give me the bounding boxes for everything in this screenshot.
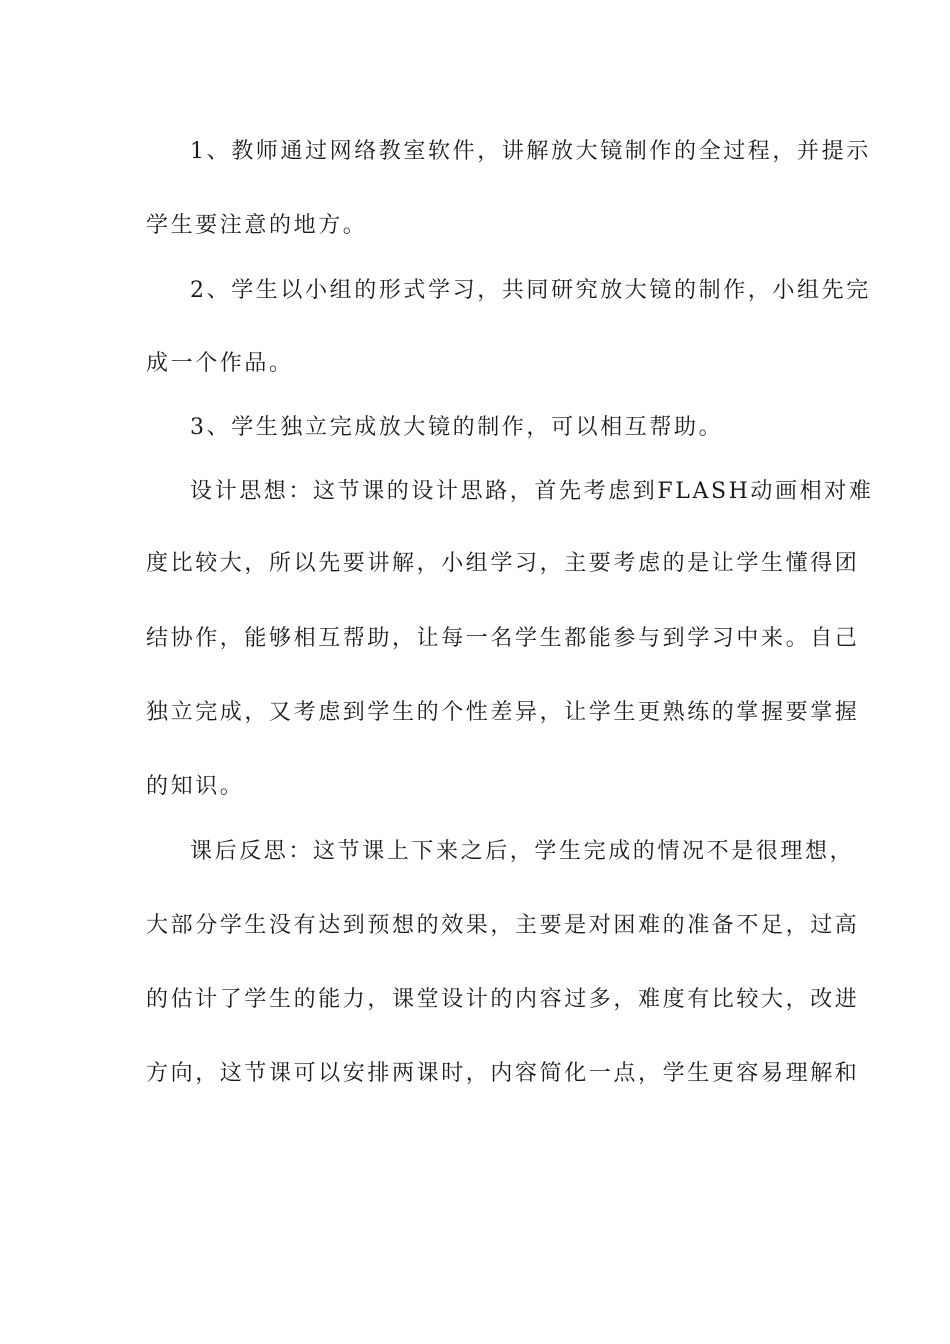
step-2-line-1: 2、学生以小组的形式学习，共同研究放大镜的制作，小组先完 xyxy=(190,278,871,303)
design-thought-line-1: 设计思想：这节课的设计思路，首先考虑到FLASH动画相对难 xyxy=(190,479,874,504)
design-thought-line-4: 独立完成，又考虑到学生的个性差异，让学生更熟练的掌握要掌握 xyxy=(146,700,860,725)
reflection-line-2: 大部分学生没有达到预想的效果，主要是对困难的准备不足，过高 xyxy=(146,913,860,938)
reflection-line-1: 课后反思：这节课上下来之后，学生完成的情况不是很理想， xyxy=(190,839,855,864)
design-thought-line-3: 结协作，能够相互帮助，让每一名学生都能参与到学习中来。自己 xyxy=(146,626,860,651)
step-3-line-1: 3、学生独立完成放大镜的制作，可以相互帮助。 xyxy=(190,415,724,440)
design-thought-line-5: 的知识。 xyxy=(146,774,245,799)
reflection-line-3: 的估计了学生的能力，课堂设计的内容过多，难度有比较大，改进 xyxy=(146,987,860,1012)
step-1-line-1: 1、教师通过网络教室软件，讲解放大镜制作的全过程，并提示 xyxy=(190,139,871,164)
reflection-line-4: 方向，这节课可以安排两课时，内容简化一点，学生更容易理解和 xyxy=(146,1061,860,1086)
design-thought-line-2: 度比较大，所以先要讲解，小组学习，主要考虑的是让学生懂得团 xyxy=(146,551,860,576)
step-2-line-2: 成一个作品。 xyxy=(146,351,294,376)
step-1-line-2: 学生要注意的地方。 xyxy=(146,213,368,238)
